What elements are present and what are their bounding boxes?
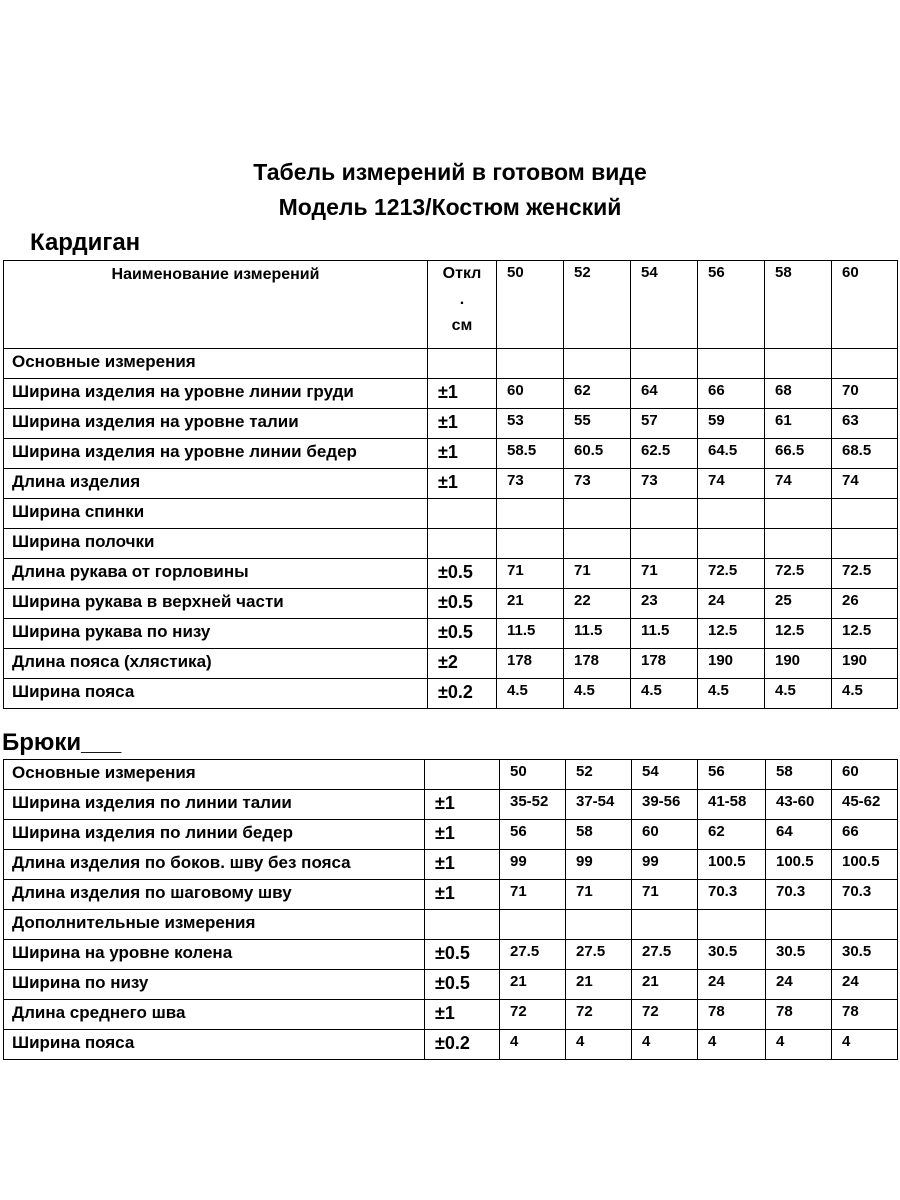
size-value-cell — [832, 529, 898, 559]
size-value-cell — [631, 349, 698, 379]
size-value-cell: 4.5 — [832, 679, 898, 709]
size-value-cell: 71 — [632, 880, 698, 910]
size-value-cell: 27.5 — [500, 940, 566, 970]
tolerance-cell: ±0.5 — [425, 970, 500, 1000]
size-value-cell: 4.5 — [631, 679, 698, 709]
tolerance-cell: ±0.5 — [425, 940, 500, 970]
table-row — [4, 760, 898, 790]
table-row — [4, 649, 898, 679]
size-value-cell: 100.5 — [832, 850, 898, 880]
size-value-cell: 12.5 — [698, 619, 765, 649]
size-value-cell: 62 — [564, 379, 631, 409]
size-value-cell: 71 — [631, 559, 698, 589]
size-value-cell: 30.5 — [832, 940, 898, 970]
size-value-cell: 74 — [765, 469, 832, 499]
header-name-cell: Наименование измерений — [4, 261, 428, 349]
measurement-name-cell: Ширина пояса — [4, 1030, 425, 1060]
size-value-cell: 68.5 — [832, 439, 898, 469]
size-value-cell: 24 — [698, 589, 765, 619]
tolerance-cell: ±1 — [428, 409, 497, 439]
measurement-name-cell: Ширина изделия на уровне талии — [4, 409, 428, 439]
table-row — [4, 880, 898, 910]
tolerance-cell — [428, 349, 497, 379]
size-value-cell: 73 — [564, 469, 631, 499]
size-value-cell: 71 — [500, 880, 566, 910]
measurement-name-cell: Ширина изделия на уровне линии бедер — [4, 439, 428, 469]
table-row — [4, 529, 898, 559]
size-value-cell: 60 — [632, 820, 698, 850]
size-value-cell: 72 — [632, 1000, 698, 1030]
header-size-cell: 52 — [564, 261, 631, 349]
size-value-cell: 4.5 — [698, 679, 765, 709]
size-value-cell: 190 — [698, 649, 765, 679]
table-row — [4, 970, 898, 1000]
size-value-cell — [765, 349, 832, 379]
size-value-cell: 99 — [632, 850, 698, 880]
table-row — [4, 439, 898, 469]
size-value-cell: 60 — [497, 379, 564, 409]
size-value-cell: 190 — [832, 649, 898, 679]
header-size-cell: 54 — [631, 261, 698, 349]
size-value-cell: 64 — [766, 820, 832, 850]
header-tolerance-line1: Откл — [442, 265, 482, 282]
size-value-cell — [497, 499, 564, 529]
header-size-cell: 56 — [698, 261, 765, 349]
size-value-cell: 27.5 — [566, 940, 632, 970]
header-tolerance-line2: . — [459, 291, 465, 308]
size-value-cell — [832, 349, 898, 379]
size-value-cell: 27.5 — [632, 940, 698, 970]
tolerance-cell — [425, 910, 500, 940]
tolerance-cell: ±1 — [428, 439, 497, 469]
size-value-cell: 100.5 — [766, 850, 832, 880]
tolerance-cell: ±1 — [425, 790, 500, 820]
size-value-cell: 72.5 — [698, 559, 765, 589]
measurement-name-cell: Ширина рукава по низу — [4, 619, 428, 649]
table-row — [4, 499, 898, 529]
header-tolerance-cell — [428, 261, 497, 349]
size-value-cell: 70.3 — [766, 880, 832, 910]
size-value-cell: 12.5 — [765, 619, 832, 649]
tolerance-cell: ±0.2 — [428, 679, 497, 709]
size-value-cell: 4 — [566, 1030, 632, 1060]
size-value-cell: 21 — [497, 589, 564, 619]
size-value-cell: 66 — [832, 820, 898, 850]
tolerance-cell — [425, 760, 500, 790]
size-value-cell: 52 — [566, 760, 632, 790]
tolerance-cell: ±0.2 — [425, 1030, 500, 1060]
size-value-cell: 71 — [497, 559, 564, 589]
tolerance-cell: ±0.5 — [428, 559, 497, 589]
size-value-cell: 43-60 — [766, 790, 832, 820]
measurement-name-cell: Ширина спинки — [4, 499, 428, 529]
measurement-name-cell: Основные измерения — [4, 760, 425, 790]
trousers-section-label: Брюки___ — [2, 729, 122, 756]
size-value-cell: 178 — [497, 649, 564, 679]
size-value-cell: 54 — [632, 760, 698, 790]
size-value-cell — [631, 499, 698, 529]
size-value-cell — [500, 910, 566, 940]
size-value-cell — [698, 499, 765, 529]
tolerance-cell: ±1 — [425, 820, 500, 850]
tolerance-cell: ±1 — [428, 469, 497, 499]
size-value-cell: 74 — [698, 469, 765, 499]
measurement-name-cell: Длина изделия по боков. шву без пояса — [4, 850, 425, 880]
size-value-cell: 58 — [766, 760, 832, 790]
size-value-cell: 70.3 — [698, 880, 766, 910]
measurement-name-cell: Длина пояса (хлястика) — [4, 649, 428, 679]
size-value-cell: 53 — [497, 409, 564, 439]
size-value-cell: 62.5 — [631, 439, 698, 469]
size-value-cell — [766, 910, 832, 940]
measurement-name-cell: Ширина изделия по линии талии — [4, 790, 425, 820]
size-value-cell — [698, 910, 766, 940]
size-value-cell — [497, 349, 564, 379]
table-row — [4, 820, 898, 850]
size-value-cell: 21 — [566, 970, 632, 1000]
tolerance-cell: ±1 — [425, 850, 500, 880]
size-value-cell — [566, 910, 632, 940]
size-value-cell: 70.3 — [832, 880, 898, 910]
size-value-cell — [564, 529, 631, 559]
size-value-cell: 24 — [832, 970, 898, 1000]
size-value-cell: 71 — [566, 880, 632, 910]
size-value-cell: 21 — [632, 970, 698, 1000]
size-value-cell: 72.5 — [832, 559, 898, 589]
size-value-cell: 190 — [765, 649, 832, 679]
measurement-name-cell: Длина изделия по шаговому шву — [4, 880, 425, 910]
size-value-cell: 22 — [564, 589, 631, 619]
size-value-cell: 12.5 — [832, 619, 898, 649]
size-value-cell — [832, 499, 898, 529]
measurement-name-cell: Длина рукава от горловины — [4, 559, 428, 589]
size-value-cell: 21 — [500, 970, 566, 1000]
size-value-cell: 24 — [698, 970, 766, 1000]
size-value-cell: 61 — [765, 409, 832, 439]
size-value-cell: 72 — [566, 1000, 632, 1030]
trousers-measurements-table — [3, 759, 898, 1060]
cardigan-measurements-table — [3, 260, 898, 709]
header-size-cell: 60 — [832, 261, 898, 349]
size-value-cell: 11.5 — [497, 619, 564, 649]
size-value-cell: 178 — [631, 649, 698, 679]
size-value-cell — [632, 910, 698, 940]
tolerance-cell: ±1 — [428, 379, 497, 409]
size-value-cell: 4 — [632, 1030, 698, 1060]
size-value-cell: 30.5 — [766, 940, 832, 970]
size-value-cell: 63 — [832, 409, 898, 439]
size-value-cell — [631, 529, 698, 559]
size-value-cell: 99 — [566, 850, 632, 880]
document-title: Табель измерений в готовом виде — [253, 159, 647, 185]
size-value-cell: 62 — [698, 820, 766, 850]
size-value-cell: 68 — [765, 379, 832, 409]
measurement-name-cell: Ширина пояса — [4, 679, 428, 709]
model-title: Модель 1213/Костюм женский — [278, 194, 622, 220]
measurement-name-cell: Ширина полочки — [4, 529, 428, 559]
table-row — [4, 379, 898, 409]
measurement-name-cell: Ширина изделия на уровне линии груди — [4, 379, 428, 409]
table-row — [4, 589, 898, 619]
size-value-cell: 74 — [832, 469, 898, 499]
size-value-cell: 78 — [698, 1000, 766, 1030]
size-value-cell — [497, 529, 564, 559]
size-value-cell: 58.5 — [497, 439, 564, 469]
size-value-cell: 4 — [698, 1030, 766, 1060]
size-value-cell: 60.5 — [564, 439, 631, 469]
measurement-name-cell: Ширина на уровне колена — [4, 940, 425, 970]
size-value-cell — [698, 529, 765, 559]
size-value-cell: 24 — [766, 970, 832, 1000]
table-row — [4, 349, 898, 379]
size-value-cell: 4.5 — [765, 679, 832, 709]
tolerance-cell: ±1 — [425, 880, 500, 910]
size-value-cell: 30.5 — [698, 940, 766, 970]
size-value-cell: 72 — [500, 1000, 566, 1030]
size-value-cell: 23 — [631, 589, 698, 619]
table-row — [4, 790, 898, 820]
size-value-cell: 58 — [566, 820, 632, 850]
measurement-name-cell: Дополнительные измерения — [4, 910, 425, 940]
size-value-cell: 56 — [698, 760, 766, 790]
table-header-row — [4, 261, 898, 349]
size-value-cell: 99 — [500, 850, 566, 880]
size-value-cell: 78 — [832, 1000, 898, 1030]
table-row — [4, 850, 898, 880]
size-value-cell: 100.5 — [698, 850, 766, 880]
tolerance-cell: ±0.5 — [428, 619, 497, 649]
table-row — [4, 559, 898, 589]
measurement-name-cell: Основные измерения — [4, 349, 428, 379]
size-value-cell: 39-56 — [632, 790, 698, 820]
size-value-cell: 55 — [564, 409, 631, 439]
size-value-cell: 4.5 — [497, 679, 564, 709]
tolerance-cell: ±0.5 — [428, 589, 497, 619]
header-tolerance-line3: см — [451, 317, 473, 334]
measurement-name-cell: Ширина рукава в верхней части — [4, 589, 428, 619]
size-value-cell: 41-58 — [698, 790, 766, 820]
size-value-cell: 4 — [500, 1030, 566, 1060]
size-value-cell: 59 — [698, 409, 765, 439]
size-value-cell: 60 — [832, 760, 898, 790]
size-value-cell — [832, 910, 898, 940]
size-value-cell: 37-54 — [566, 790, 632, 820]
size-value-cell — [564, 349, 631, 379]
size-value-cell — [765, 529, 832, 559]
table-row — [4, 469, 898, 499]
measurement-name-cell: Длина среднего шва — [4, 1000, 425, 1030]
size-value-cell: 4 — [766, 1030, 832, 1060]
size-value-cell: 72.5 — [765, 559, 832, 589]
table-row — [4, 679, 898, 709]
size-value-cell: 4.5 — [564, 679, 631, 709]
size-value-cell: 26 — [832, 589, 898, 619]
size-value-cell: 56 — [500, 820, 566, 850]
size-value-cell: 66.5 — [765, 439, 832, 469]
size-value-cell: 57 — [631, 409, 698, 439]
header-size-cell: 58 — [765, 261, 832, 349]
size-value-cell: 66 — [698, 379, 765, 409]
table-row — [4, 910, 898, 940]
header-size-cell: 50 — [497, 261, 564, 349]
table-row — [4, 940, 898, 970]
table-row — [4, 619, 898, 649]
measurement-name-cell: Длина изделия — [4, 469, 428, 499]
tolerance-cell: ±2 — [428, 649, 497, 679]
size-value-cell: 11.5 — [631, 619, 698, 649]
table-row — [4, 409, 898, 439]
size-value-cell: 64 — [631, 379, 698, 409]
size-value-cell — [564, 499, 631, 529]
size-value-cell: 50 — [500, 760, 566, 790]
tolerance-cell: ±1 — [425, 1000, 500, 1030]
measurement-name-cell: Ширина изделия по линии бедер — [4, 820, 425, 850]
size-value-cell: 78 — [766, 1000, 832, 1030]
table-row — [4, 1030, 898, 1060]
cardigan-section-label: Кардиган — [30, 229, 141, 256]
tolerance-cell — [428, 499, 497, 529]
size-value-cell: 4 — [832, 1030, 898, 1060]
size-value-cell: 25 — [765, 589, 832, 619]
table-row — [4, 1000, 898, 1030]
size-value-cell: 70 — [832, 379, 898, 409]
size-value-cell — [698, 349, 765, 379]
size-value-cell: 45-62 — [832, 790, 898, 820]
tolerance-cell — [428, 529, 497, 559]
measurement-name-cell: Ширина по низу — [4, 970, 425, 1000]
size-value-cell: 71 — [564, 559, 631, 589]
size-value-cell: 11.5 — [564, 619, 631, 649]
size-value-cell — [765, 499, 832, 529]
size-value-cell: 178 — [564, 649, 631, 679]
size-value-cell: 35-52 — [500, 790, 566, 820]
size-value-cell: 64.5 — [698, 439, 765, 469]
size-value-cell: 73 — [497, 469, 564, 499]
size-value-cell: 73 — [631, 469, 698, 499]
